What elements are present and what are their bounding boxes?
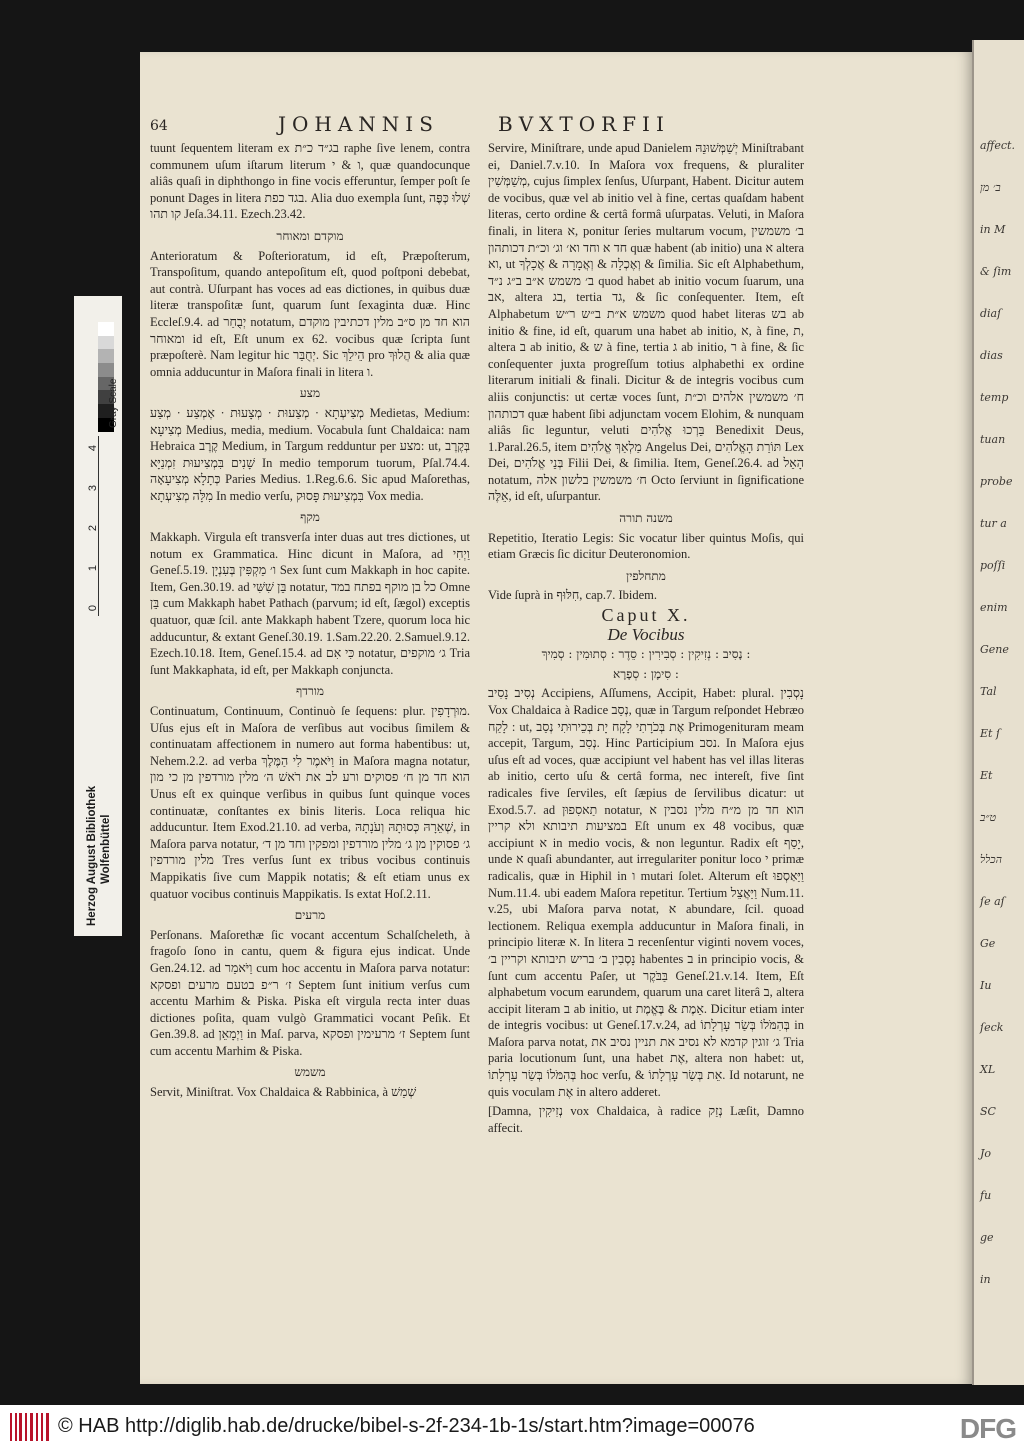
chapter-lemmas: סִימָן : סְפָרָא :: [613, 666, 679, 681]
text-paragraph: [Damna, נְזִיקִין vox Chaldaica, à radice נְזַק Læſit, Damno affecit.: [488, 1104, 804, 1135]
institution-line-2: Wolfenbüttel: [100, 814, 112, 884]
institution-line-1: Herzog August Bibliothek: [86, 785, 98, 926]
next-page-fragment: SC: [980, 1105, 996, 1118]
institution-name: [78, 626, 118, 926]
chapter-lemmas: נָסִיב : נְזִיקִין : סְבִירִין : סֵדֶר : סְתוּמִין : סְמִיךְ :: [541, 647, 751, 662]
next-page-fragment: ב׳ מן: [980, 181, 1001, 194]
entry-heading: מתחלפין: [626, 568, 666, 583]
text-paragraph: Makkaph. Virgula eſt transverſa inter duas aut tres dictiones, ut notum ex Grammatica. Hinc dicunt in Maſora, ad וַיְחִי Geneſ.5.19. ו׳ מַקְפִּין בְּעִנְיָן Sex ſunt cum Makkaph in hoc capite. Item, Gen.30.19. ad בֵּן שִׁשִּׁי notatur, כל בן מוקף בפתח במד Omne בֵּן cum Makkaph habet Pathach (parvum; id eſt, ſægol) exceptis quatuor, quæ ſcil. ante Makkaph habent Tzere, quorum loca hic adducuntur, & extant Geneſ.30.19. 1.Sam.22.20. 2.Samuel.9.12. Ezech.10.18. Item, Geneſ.15.4. ad כִּי אִם notatur, ג׳ מוקפים Tria ſunt Makkaphata, id eſt, per Makkaph conjuncta.: [150, 530, 470, 677]
next-page-fragment: affect.: [980, 139, 1015, 152]
entry-heading: מקף: [300, 510, 320, 525]
next-page-fragment: in: [980, 1273, 991, 1286]
next-page-fragment: tuan: [980, 433, 1006, 446]
next-page-edge: [972, 40, 1024, 1385]
next-page-fragment: XL: [980, 1063, 996, 1076]
chapter-title: Caput X.: [601, 605, 691, 626]
entry-heading: משנה תורה: [619, 511, 673, 526]
text-paragraph: Servit, Miniſtrat. Vox Chaldaica & Rabbinica, à שְׁמַשׁ: [150, 1085, 417, 1100]
next-page-fragment: poſſi: [980, 559, 1006, 572]
text-paragraph: Anterioratum & Poſterioratum, id eſt, Præpoſterum, Transpoſitum, quando antepoſitum eſt, quod poſtponi debebat, aut contrà. Uſurpant has voces ad eas dictiones, in quibus duæ literæ transpoſitæ ſunt, quarum ſunt ſexaginta duæ. Hinc Eccleſ.9.4. ad יְבֻחַר notatum, הוא חד מן ס״ב מלין דכתיבין מוקדם ומאוחר id eſt, Eſt unum ex 62. vocibus quæ ſcripta ſunt præpoſterè. Nam legitur hic יְחֻבַּר. Sic הֵילֵךְ pro הֲלוּךְ & alia quæ omnia adducuntur in Maſora finali in litera ו.: [150, 248, 470, 379]
next-page-fragment: Iu: [980, 979, 992, 992]
text-paragraph: נְסִיב נָסִיב Accipiens, Aſſumens, Accipit, Habet: plural. נָסְבִין Vox Chaldaica à Radice נְסַב, quæ in Targum reſpondet Hebræo לָקַח : ut, אֶת בְּכֹרָתִי לָקָח יָת בְּכֵירוּתִי נְסַב Primogenituram meam accepit, Targum, נְסִב. Hinc Participium נסב. In Maſora ejus uſus eſt ad voces, quæ accipiunt vel habent has vel illas literas ab initio, certo uſu & certâ forma, nec intereſt, five ſint radicales five ſerviles, eſt ſæpius de ſervilibus dicatur: ut Exod.5.7. ad תַאסִפוּן notatur, הוא חד מן מ״ח מלין נסבין א במציעות תיבותא ולא קריין Eſt unum ex 48 vocibus, quæ accipiunt א in medio vocis, & non leguntur. Radix eſt יָסַף, unde א quaſi abundanter, aut irregulariter ponitur loco י primæ radicalis, quæ in Hiphil in ו mutari ſolet. Alterum eſt וַיַּאַסְפוּ Num.11.4. ubi eadem Maſora repetitur. Tertium וַיַּאֲצֵל Num.11. v.25, ubi Maſora parva notat, א abundare, ſcil. quoad lectionem. Reliqua exempla adducuntur in Maſora finali, in principio literæ א. In litera ב recenſentur viginti novem voces, נָסְבִין ב׳ בריש תיבותא וקריין ב׳ habentes ב in principio vocis, & ſunt cum accentu Paſer, ut בַּבֹּקֶר Geneſ.21.v.14. Item, Eſt alphabetum vocum earundem, quarum una caret literâ ב, altera accipit literam ב ab initio, ut אֵמֶת & בֶּאֱמֶת. Dicitur etiam inter de integris vocibus: ut Geneſ.17.v.24, ad בְּהִמֹּלוֹ בְּשַׂר עָרְלָתוֹ in Maſora parva notat, ג׳ זוגין קדמא לא נסיב את תניין נסיב את Tria paria locutionum ſunt, una habet אֶת, altera non habet: ut, בְּהִמֹּלוֹ בְּשַׂר עָרְלָתוֹ hoc verſu, & אֵת בְּשַׂר עָרְלָתוֹ. Id notarunt, ne quis voculam אֶת in altero adderet.: [488, 686, 804, 1099]
entry-heading: מצע: [299, 386, 321, 401]
entry-heading: מרעים: [294, 908, 326, 923]
next-page-fragment: diaſ: [980, 307, 1002, 320]
next-page-fragment: probe: [980, 475, 1013, 488]
next-page-fragment: Jo: [980, 1147, 992, 1160]
next-page-fragment: Ge: [980, 937, 996, 950]
gray-scale-label: Gray Scale: [108, 378, 119, 428]
next-page-fragment: tur a: [980, 517, 1007, 530]
ruler: [80, 436, 99, 616]
page-number: 64: [150, 118, 168, 134]
next-page-fragment: ט״ב: [980, 811, 997, 824]
next-page-fragment: temp: [980, 391, 1009, 404]
ruler-mark: 1: [86, 564, 99, 572]
chapter-subtitle: De Vocibus: [607, 624, 685, 644]
next-page-fragment: Et ſ: [980, 727, 1001, 740]
text-paragraph: Perſonans. Maſorethæ ſic vocant accentum Schalſcheleth, à fragoſo ſono in cantu, quem & figura ejus indicat. Unde Gen.24.12. ad וַיֹּאמַר cum hoc accentu in Maſora parva notatur: ז׳ ר״פ בטעם מרעים ופסקא Septem ſunt initium verſus cum accentu Marhim & Piska. Piska eſt virgula recta inter duas dictiones poſita, quam vulgò Grammatici vocant Peſik. Et Gen.39.8. ad וַיְמָאֵן in Maſ. parva, ז׳ מרעימין ופסקא Septem ſunt cum accentu Marhim & Piska.: [150, 927, 470, 1058]
next-page-fragment: Tal: [980, 685, 997, 698]
text-paragraph: tuunt ſequentem literam ex בג״ד כ״ת raphe ſive lenem, contra communem uſum iſtarum literum ו & י, quæ quandocunque aliâs quaſi in diphthongo in fine vocis efferuntur, ſemper poſt ſe ponunt Dages in litera בגד כפת. Alia duo exempla ſunt, שְׁלוּ כְּפֶּה קו תהו Jeſa.34.11. Ezech.23.42.: [150, 141, 470, 222]
next-page-fragment: ſe aſ: [980, 895, 1005, 908]
next-page-fragment: הכלל: [980, 853, 1003, 866]
next-page-fragment: fu: [980, 1189, 992, 1202]
next-page-fragment: dias: [980, 349, 1003, 362]
hab-barcode-icon: [10, 1413, 50, 1441]
running-head-author: JOHANNIS: [278, 112, 439, 136]
right-column: [488, 140, 804, 1285]
next-page-fragment: Gene: [980, 643, 1009, 656]
left-column: [150, 140, 470, 1285]
text-paragraph: מְצִיעְתָא · מְצַעוּת · מְצָעוּת · אֶמְצַע · מְצַע Medietas, Medium: מְצִיעָא Medius, media, medium. Vocabula ſunt Chaldaica: nam Hebraica קֶרֶב Medium, in Targum redduntur per מצע: ut, בְּקֶרֶב שָׁנִים בִּמְצִיעוּת זִמְנַיָּא In medio temporum tuorum, Pſal.74.4. כְּתָלָא מְצִיעָאָה Paries Medius. 1.Reg.6.6. Sic apud Maſorethas, מִלָּה מְצִיעְתָא In medio verſu, בִּמְצִיעוּת פָּסוּק Vox media.: [150, 405, 470, 503]
next-page-fragment: ſeck: [980, 1021, 1004, 1034]
ruler-mark: 3: [86, 484, 99, 492]
running-head: [150, 112, 840, 138]
entry-heading: מוקדם ומאוחר: [276, 228, 344, 243]
ruler-mark: 4: [86, 444, 99, 452]
next-page-fragment: & ſim: [980, 265, 1012, 278]
next-page-fragment: enim: [980, 601, 1008, 614]
text-paragraph: Continuatum, Continuum, Continuò ſe ſequens: plur. מוּרְדָפִין. Uſus ejus eſt in Maſora de verſibus aut vocibus ſimilem & continuatam affectionem in numero aut forma habentibus: ut, Nehem.2.2. ad verba וַיֹּאמֶר לִי הַמֶּלֶךְ in Maſora magna notatur, הוא חד מן ח׳ פסוקים ורע לב את רֹאשׁ ה׳ מלין מורדפין מן כי מון Unus eſt ex quinque verſibus in quibus ſunt quinque voces continuatæ, conſtantes ex binis literis. Loca reliqua hic adducuntur. Item Exod.21.10. ad verba, שְׁאֵרָהּ כְּסוּתָהּ וְעֹנָתָהּ, in Maſora parva notatur, ג׳ פסוקין מן ג׳ מלין מורדפין ומפקין וחד מן ד׳ מלין מורדפין Tres verſus ſunt ex tribus vocibus continuis Mappikatis ſive cum Mappik notatis; & eſt etiam unus ex quatuor vocibus continuis Mappikatis. Is extat Hoſ.2.11.: [150, 704, 470, 901]
next-page-fragment: Et: [980, 769, 993, 782]
text-paragraph: Vide ſuprà in חִלּוּף, cap.7. Ibidem.: [488, 588, 658, 603]
footer-credit-link[interactable]: © HAB http://diglib.hab.de/drucke/bibel-s-2f-234-1b-1s/start.htm?image=00076: [58, 1415, 755, 1437]
ruler-mark: 0: [86, 604, 99, 612]
color-reference-card: [74, 296, 122, 936]
next-page-fragment: ge: [980, 1231, 994, 1244]
entry-heading: מורדף: [295, 684, 325, 699]
dfg-logo: DFG: [959, 1413, 1016, 1444]
running-head-name: BVXTORFII: [498, 112, 670, 136]
text-paragraph: Servire, Miniſtrare, unde apud Danielem יְשַׁמְּשׁוּנֵהּ Miniſtrabant ei, Daniel.7.v.10. In Maſora vox frequens, & pluraliter מְשַׁמְּשִׁין, cujus ſimplex ſenſus, Uſurpant, Habent. Dicitur autem de vocibus, quæ vel ab initio vel à fine, certas quaſdam habent literas, certo ordine & certâ formâ uſurpatas. Veluti, in Maſora finali, in litera א, ponitur ſeries multarum vocum, ב׳ משמשין חד א וחד וא׳ וג׳ וכ״ת דכותהון quæ habent (ab initio) una א altera וא, ut וְאֶכְלָה & וְאֲמָרָה & אֲכָלְךָ & ſimilia. Sic eſt Alphabethum, ב׳ משמש א״ב ב״ג נ״ד quod habet ab initio vocum ſuarum, una אב, altera בג, tertia גד, & ſic conſequenter. Item, eſt Alphabetum משמש א״ת ב״ש ר״ש quod habet literas בש ab initio & fine, id eſt, quarum una habet ab initio, א, à fine, ת, altera ב ab initio, & ש à fine, tertia ג ab initio, ר à fine, & ſic conſequenter juxta progreſſum totius alphabethi ex ordine literarum initiali & finali. Dicitur & de integris vocibus cum aliis conjunctis: ut certæ voces ſunt, ח׳ משמשין אלהים וכ״ת דכותהון quæ habent ſibi adjunctam vocem Elohim, & nunquam aliâs ſic leguntur, veluti בֵּרְכוּ אֱלֹהִים Benedixit Deus, 1.Paral.26.5, item מַלְאַךְ אֱלֹהִים Angelus Dei, תּוֹרַת הָאֱלֹהִים Lex Dei, בְּנֵי אֱלֹהִים Filii Dei, & ſimilia. Item, Geneſ.26.4. ad הָאֵל notatum, ח׳ משמשין בלשון אלה Octo ſerviunt in ſignificatione אֵלֶּה, id eſt, uſurpantur.: [488, 141, 804, 504]
next-page-fragment: in M: [980, 223, 1006, 236]
text-paragraph: Repetitio, Iteratio Legis: Sic vocatur liber quintus Moſis, qui etiam Græcis ſic dicitur Deuteronomion.: [488, 530, 804, 562]
entry-heading: משמש: [294, 1065, 326, 1080]
ruler-mark: 2: [86, 524, 99, 532]
viewer-footer: [0, 1405, 1024, 1450]
